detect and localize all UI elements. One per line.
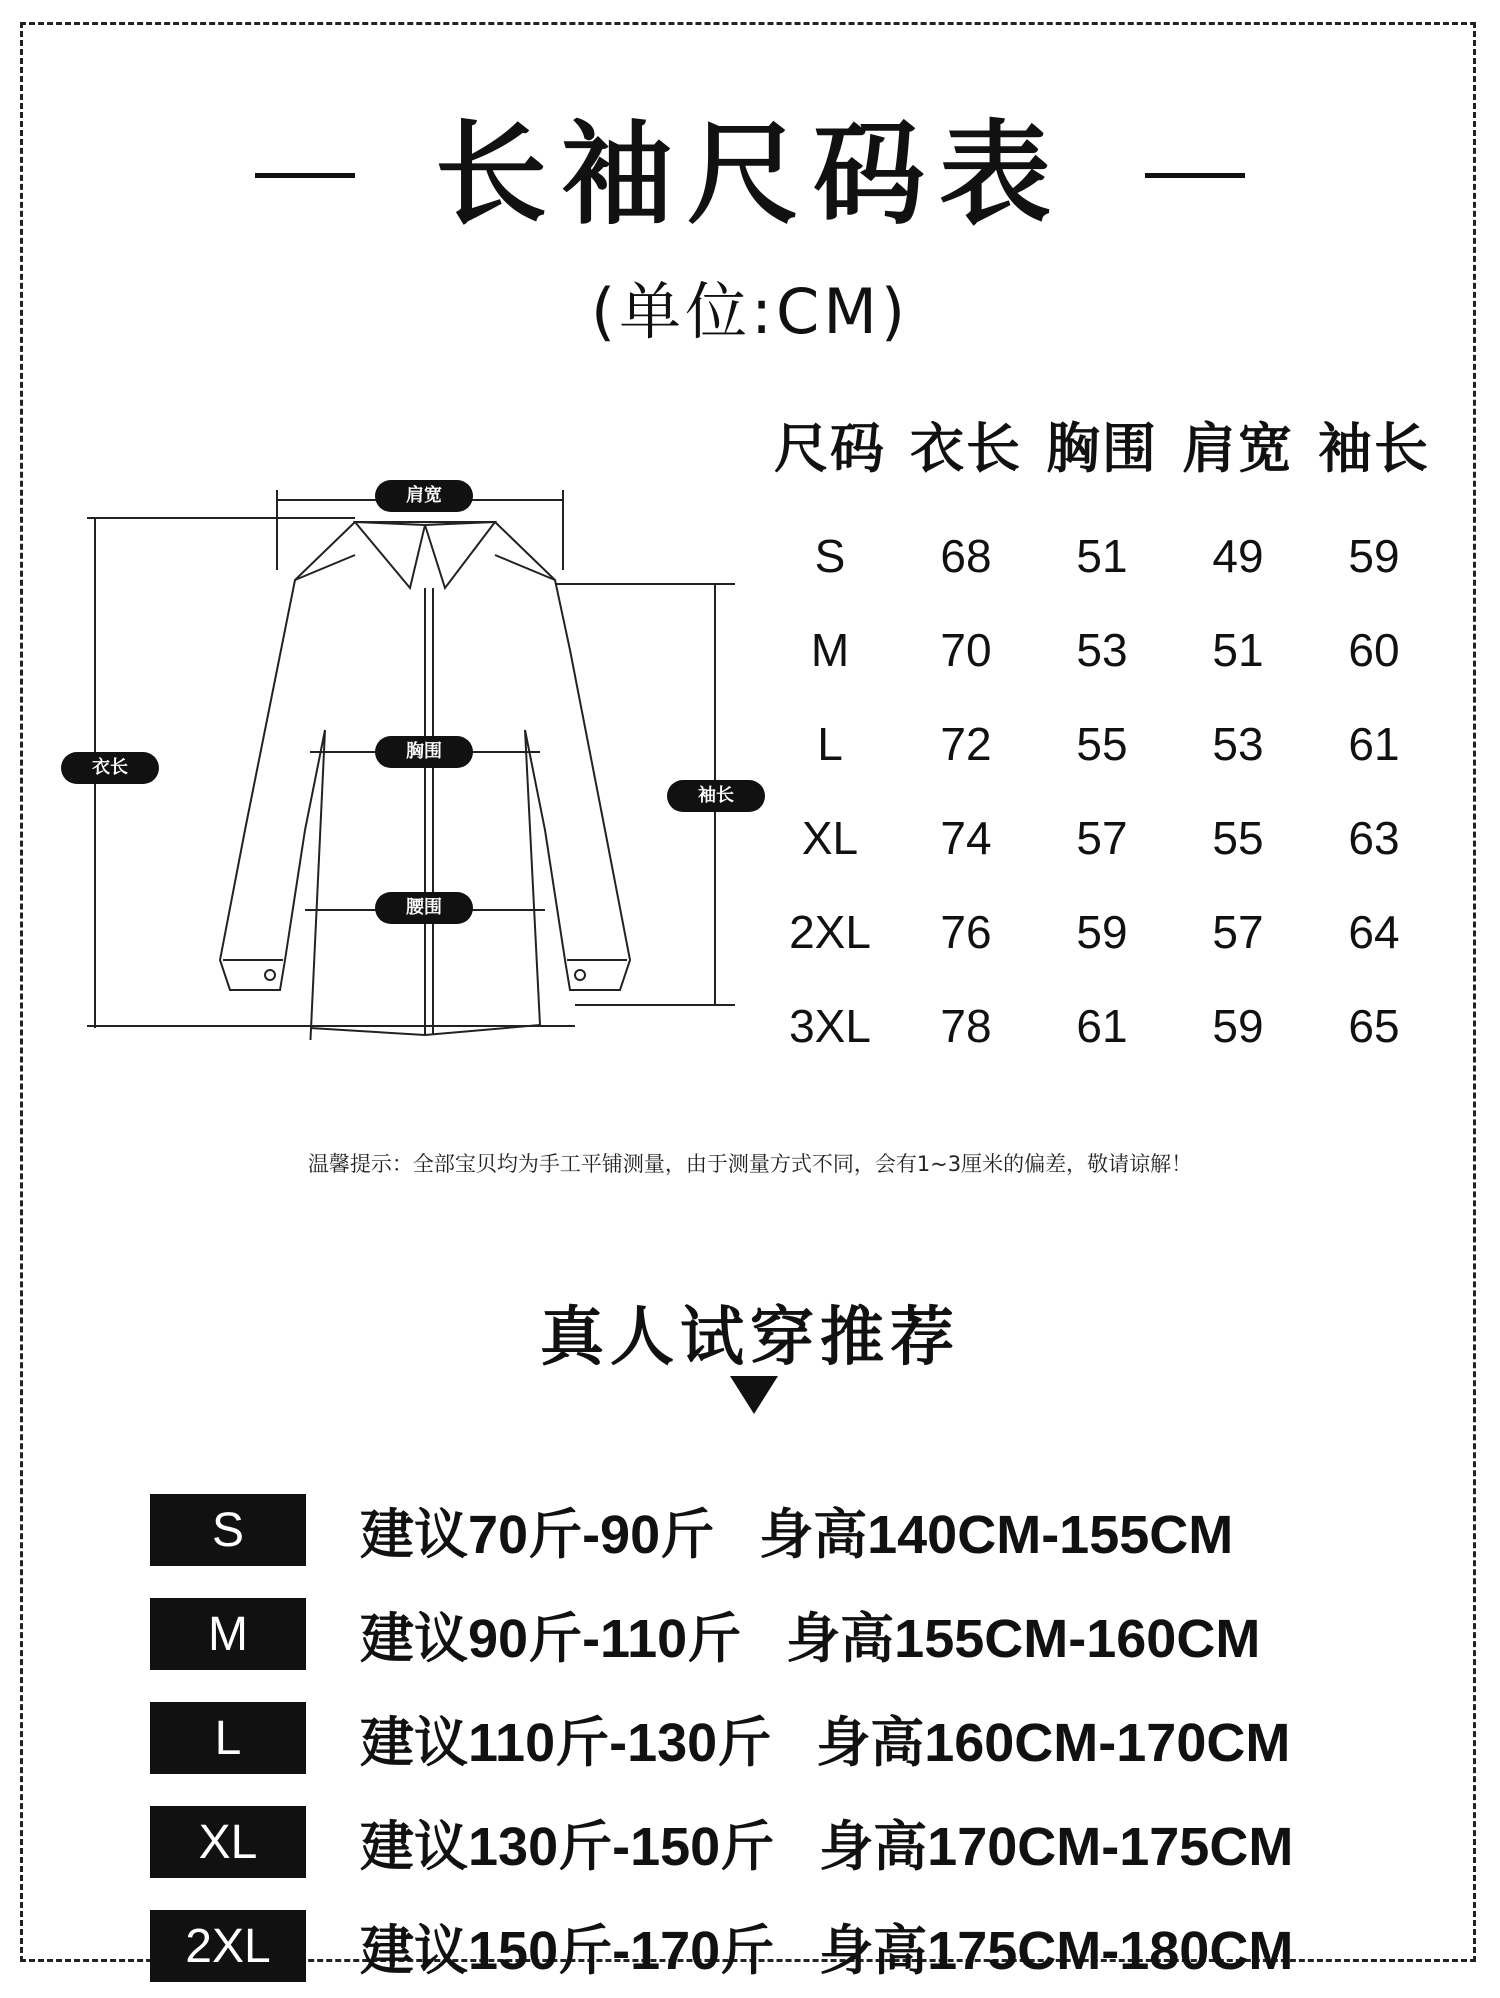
recommend-text: 建议70斤-90斤 身高140CM-155CM (360, 1504, 1234, 1565)
table-cell: 55 (1076, 718, 1128, 770)
table-row (762, 697, 1442, 791)
recommend-text: 建议150斤-170斤 身高175CM-180CM (360, 1920, 1294, 1981)
list-item (150, 1790, 1450, 1894)
table-cell: 74 (940, 812, 992, 864)
label-length: 衣长 (61, 752, 159, 784)
list-item (150, 1686, 1450, 1790)
table-cell: 57 (1076, 812, 1128, 864)
size-table-header (762, 406, 1442, 483)
table-cell: XL (801, 812, 859, 864)
table-cell: 72 (940, 718, 992, 770)
shirt-diagram (55, 460, 775, 1040)
table-cell: 68 (940, 530, 992, 582)
table-cell: 51 (1076, 530, 1128, 582)
label-waist: 腰围 (375, 892, 473, 924)
recommend-title: 真人试穿推荐 (540, 1301, 960, 1375)
table-cell: 64 (1348, 906, 1400, 958)
table-cell: 61 (1076, 1000, 1128, 1052)
title-left-dash (255, 173, 355, 178)
size-badge: XL (150, 1806, 306, 1878)
table-cell: 55 (1212, 812, 1264, 864)
table-cell: 78 (940, 1000, 992, 1052)
title-right-dash (1145, 173, 1245, 178)
table-cell: 63 (1348, 812, 1400, 864)
recommend-text: 建议110斤-130斤 身高160CM-170CM (360, 1712, 1291, 1773)
table-row (762, 979, 1442, 1073)
table-cell: 59 (1212, 1000, 1264, 1052)
table-cell: 53 (1212, 718, 1264, 770)
label-shoulder: 肩宽 (375, 480, 473, 512)
measurement-note: 温馨提示：全部宝贝均为手工平铺测量，由于测量方式不同，会有1~3厘米的偏差，敬请谅解！ (307, 1152, 1193, 1176)
table-row (762, 509, 1442, 603)
list-item (150, 1582, 1450, 1686)
recommend-text: 建议90斤-110斤 身高155CM-160CM (360, 1608, 1261, 1669)
table-cell: 76 (940, 906, 992, 958)
table-cell: 59 (1348, 530, 1400, 582)
size-badge: L (150, 1702, 306, 1774)
label-sleeve: 袖长 (667, 780, 765, 812)
header-length: 衣长 (910, 417, 1022, 480)
table-cell: M (810, 624, 850, 676)
header-chest: 胸围 (1046, 417, 1158, 480)
table-cell: 49 (1212, 530, 1264, 582)
table-cell: 59 (1076, 906, 1128, 958)
table-cell: 70 (940, 624, 992, 676)
list-item (150, 1894, 1450, 1998)
header-shoulder: 肩宽 (1182, 417, 1294, 480)
table-row (762, 885, 1442, 979)
table-cell: 57 (1212, 906, 1264, 958)
table-cell: 61 (1348, 718, 1400, 770)
size-table-body (762, 509, 1442, 1073)
table-cell: 65 (1348, 1000, 1400, 1052)
recommend-list (150, 1478, 1450, 1998)
header-sleeve: 袖长 (1318, 417, 1430, 480)
table-cell: 51 (1212, 624, 1264, 676)
table-cell: S (814, 530, 846, 582)
size-badge: S (150, 1494, 306, 1566)
page-title: 长袖尺码表 (435, 110, 1065, 240)
table-cell: 53 (1076, 624, 1128, 676)
table-cell: L (817, 718, 843, 770)
label-chest: 胸围 (375, 736, 473, 768)
table-cell: 3XL (789, 1000, 871, 1052)
header-size: 尺码 (774, 417, 886, 480)
down-arrow-icon (730, 1376, 778, 1414)
recommend-text: 建议130斤-150斤 身高170CM-175CM (360, 1816, 1294, 1877)
size-badge: M (150, 1598, 306, 1670)
list-item (150, 1478, 1450, 1582)
size-badge: 2XL (150, 1910, 306, 1982)
table-cell: 60 (1348, 624, 1400, 676)
table-row (762, 603, 1442, 697)
unit-label: (单位:CM) (590, 275, 910, 348)
title-row (0, 100, 1500, 250)
table-row (762, 791, 1442, 885)
size-table (762, 406, 1442, 1073)
table-cell: 2XL (789, 906, 871, 958)
